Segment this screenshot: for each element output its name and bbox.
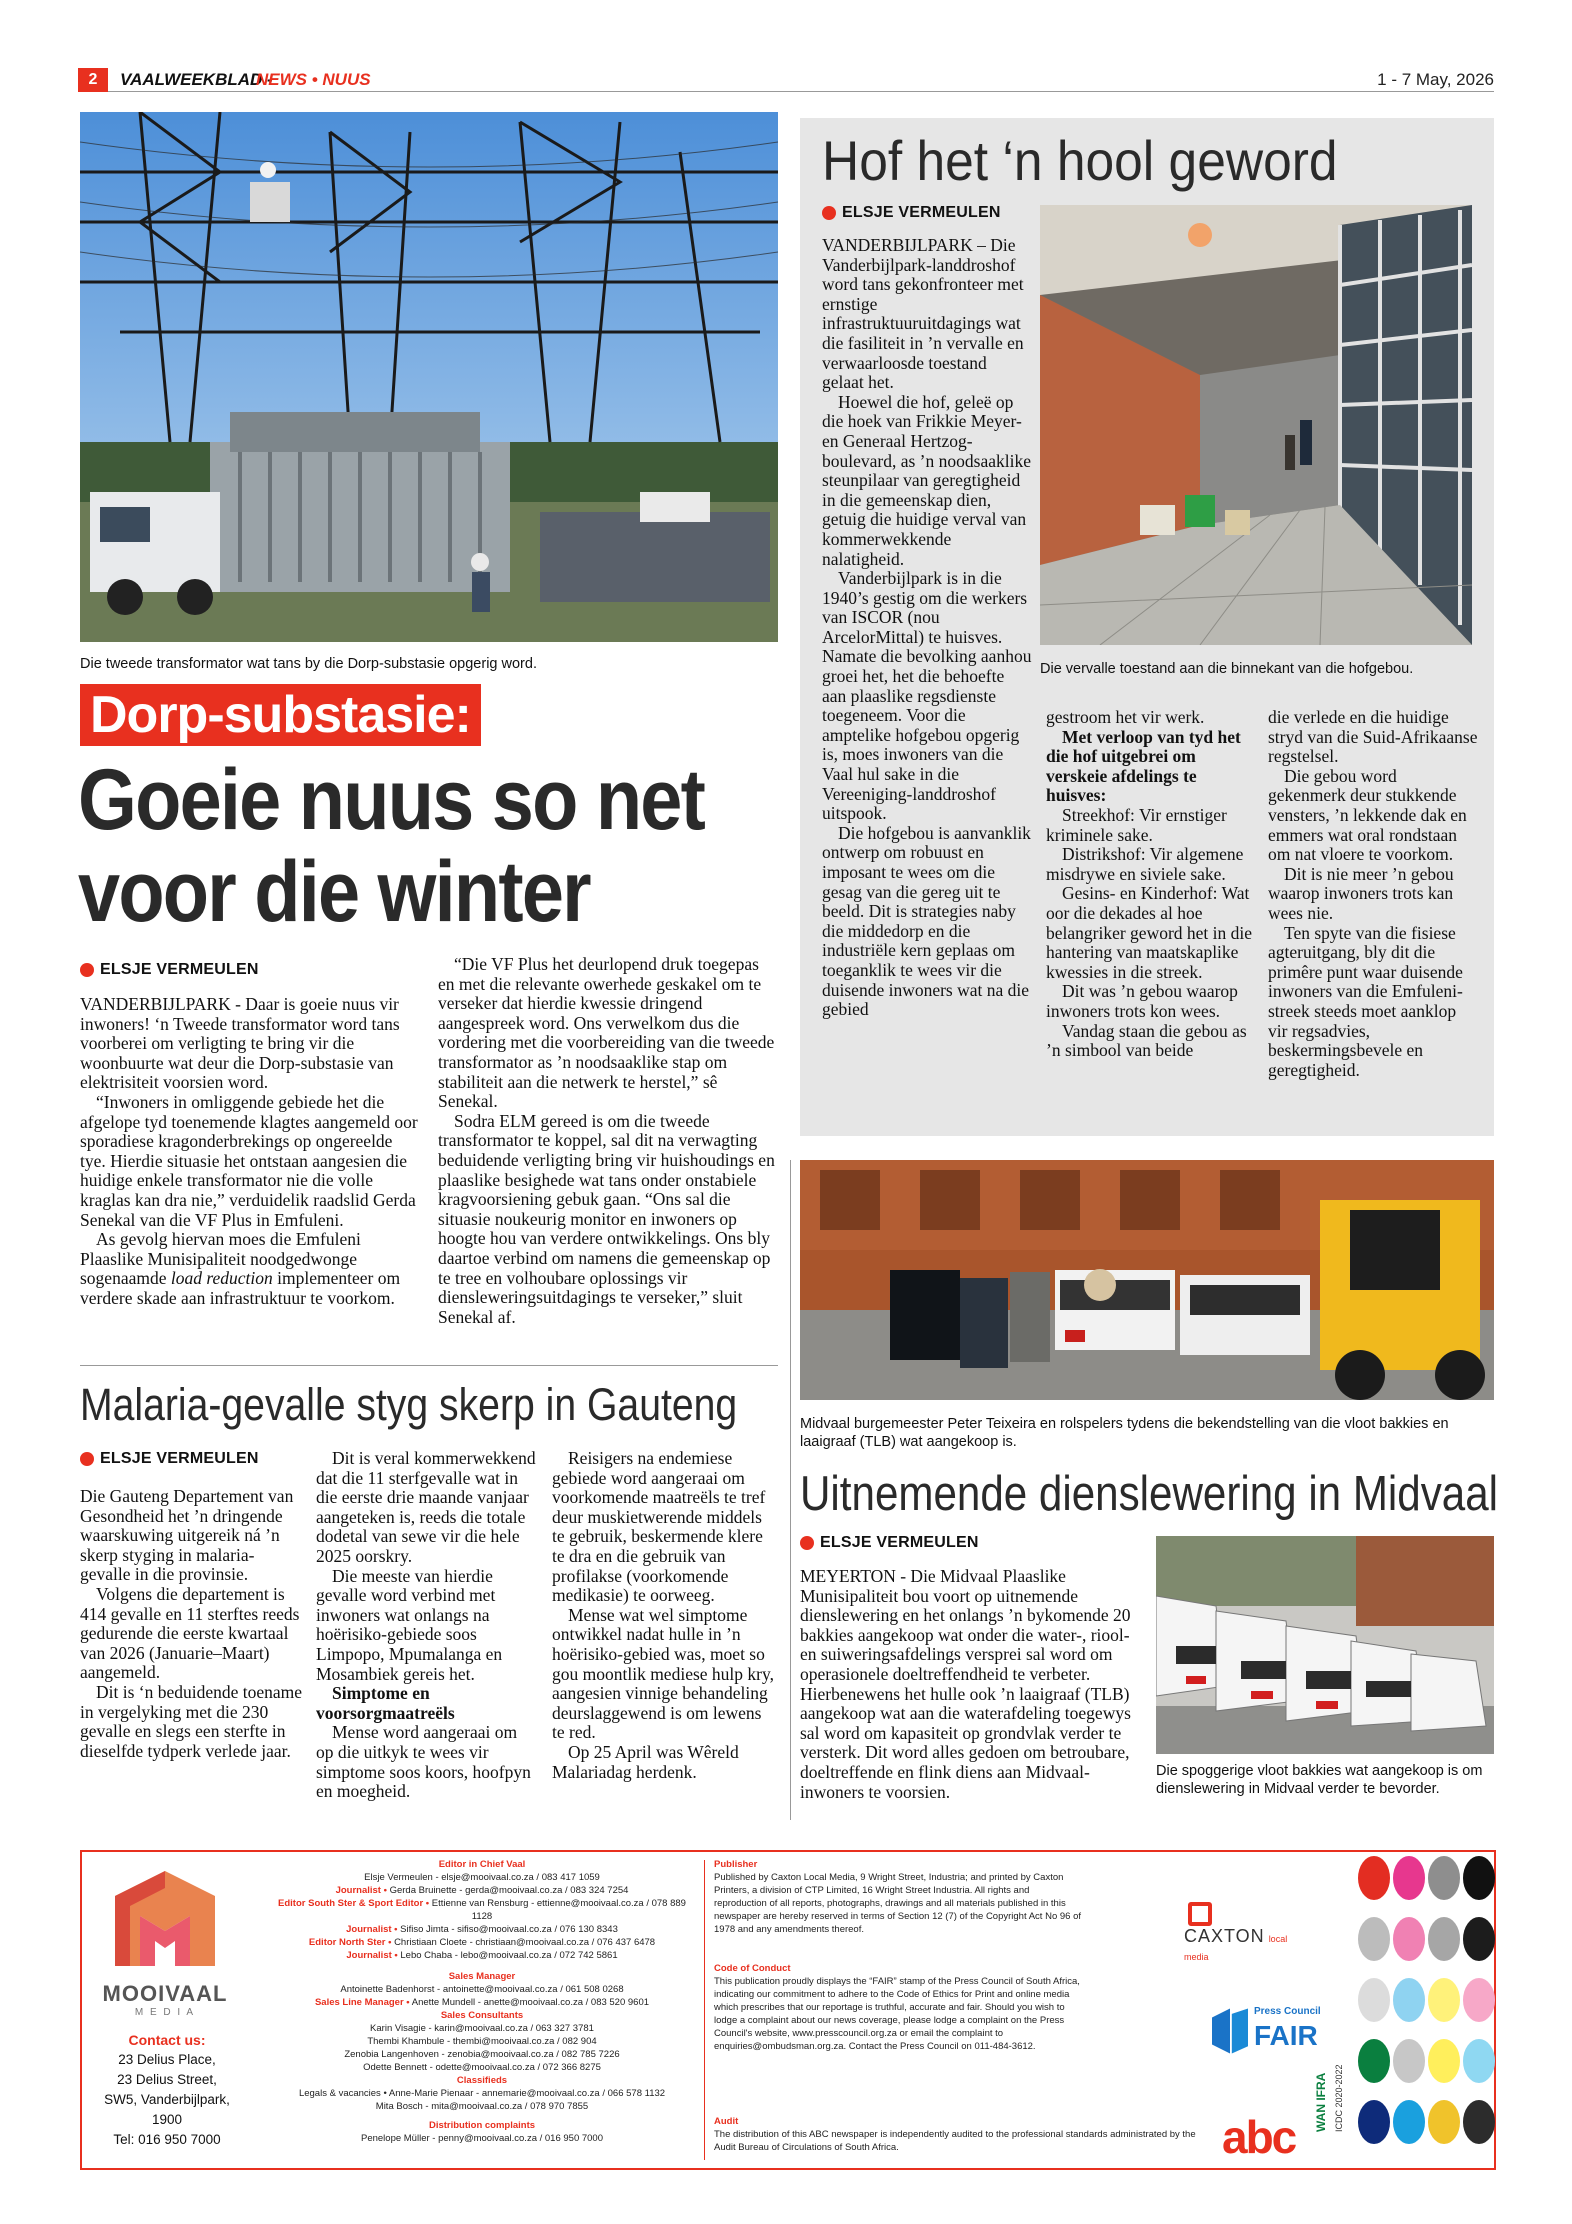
substation-photo-caption: Die tweede transformator wat tans by die Dorp-substasie opgerig word. — [80, 656, 537, 672]
editor-title: Editor in Chief Vaal — [438, 1859, 526, 1870]
consultants-title: Sales Consultants — [440, 2010, 524, 2021]
color-swatches — [1358, 1856, 1496, 2166]
staff-line — [272, 1871, 692, 1884]
abc-logo: abc — [1222, 2111, 1296, 2163]
distribution-line: Penelope Müller - penny@mooivaal.co.za / 016 950 7000 — [360, 2133, 604, 2144]
paper-name: VAALWEEKBLAD - — [120, 70, 273, 89]
subhead — [316, 1684, 538, 1723]
staff-contact: Elsje Vermeulen - elsje@mooivaal.co.za / 083 417 1059 — [364, 1872, 600, 1883]
logo-subtitle: M E D I A — [134, 2007, 196, 2018]
color-swatch — [1393, 1917, 1425, 1961]
malaria-col-2 — [316, 1449, 538, 1802]
court-photo-caption: Die vervalle toestand aan die binnekant van die hofgebou. — [1040, 661, 1414, 677]
headline-line-2: voor die winter — [78, 844, 590, 940]
contact-block — [92, 2030, 242, 2150]
icdc-label: ICDC 2020-2022 — [1334, 2064, 1344, 2132]
substation-photo — [80, 112, 778, 642]
byline-dot — [80, 963, 94, 977]
color-swatch — [1428, 1978, 1460, 2022]
paragraph: Dit is ‘n beduidende toename in vergelyking met die 230 gevalle en slegs een sterfte in dieselfde tydperk verlede jaar. — [80, 1681, 303, 1761]
caxton-logo — [1184, 1902, 1294, 1972]
headline-line-1: Goeie nuus so net — [78, 752, 705, 848]
midvaal-launch-caption: Midvaal burgemeester Peter Teixeira en rolspelers tydens die bekendstelling van die vloot bakkies en laaigraaf (TLB) wat aangekoop is. — [800, 1416, 1449, 1450]
color-swatch — [1358, 1917, 1390, 1961]
color-swatch — [1463, 1856, 1495, 1900]
paragraph: “Die VF Plus het deurlopend druk toegepas en met die relevante owerhede geskakel om te verseker dat hierdie kwessie dringend aangespreek word. Ons verwelkom dus die vordering met die voorbereiding van die tweede transformator as ’n noodsaaklike stap om stabiliteit aan die netwerk te herstel,” sê Senekal. — [438, 954, 775, 1112]
paragraph: VANDERBIJLPARK - Daar is goeie nuus vir inwoners! ‘n Tweede transformator word tans voorberei om verligting te bring vir die woonbuurte wat deur die Dorp-substasie van elektrisiteit voorsien word. — [80, 994, 400, 1093]
malaria-col-3 — [552, 1449, 778, 1782]
staff-line — [272, 1897, 692, 1923]
paragraph: Vandag staan die gebou as ’n simbool van beide — [1046, 1020, 1247, 1061]
paragraph — [80, 1230, 420, 1308]
consultant-line: Zenobia Langenhoven - zenobia@mooivaal.co.za / 082 785 7226 — [344, 2049, 620, 2060]
paragraph: VANDERBIJLPARK – Die Vanderbijlpark-landdroshof word tans gekonfronteer met ernstige infrastruktuuruitdagings wat die fasiliteit in ’n vervalle en verwaarloosde toestand gelaat het. — [822, 235, 1024, 393]
headline-substation — [78, 754, 703, 938]
paragraph: Streekhof: Vir ernstiger kriminele sake. — [1046, 804, 1227, 845]
paragraph: MEYERTON - Die Midvaal Plaaslike Munisipaliteit bou voort op uitnemende dienslewering en het onlangs ’n bykomende 20 bakkies aangekoop wat onder die water-, riool- en suiweringsafdelings versprei sal word om operasionele doeltreffendheid te verbeter. Hierbenewens het hulle ook ’n laaigraaf (TLB) aangekoop wat aan die waterafdeling toegewys sal word om kapasiteit op grondvlak verder te versterk. Dit word alles gedoen om betroubare, doeltreffende en flink diens aan Midvaal-inwoners te voorsien. — [800, 1566, 1131, 1802]
staff-role: Journalist • — [335, 1885, 387, 1896]
conduct-title: Code of Conduct — [714, 1963, 791, 1974]
paragraph: Op 25 April was Wêreld Malariadag herdenk. — [552, 1741, 739, 1782]
issue-date: 1 - 7 May, 2026 — [1377, 70, 1494, 89]
kicker-text: Dorp-substasie: — [90, 686, 471, 744]
distribution-title: Distribution complaints — [428, 2120, 536, 2131]
midvaal-fleet-caption: Die spoggerige vloot bakkies wat aangekoop is om dienslewering in Midvaal verder te bevorder. — [1156, 1763, 1483, 1797]
press-council-fair-logo — [1212, 2002, 1322, 2082]
contact-line: 23 Delius Street, — [117, 2072, 217, 2087]
logo-wordmark: MOOIVAAL — [102, 1981, 228, 2006]
paragraph: Reisigers na endemiese gebiede word aangeraai om voorkomende maatreëls te tref deur muskietwerende middels te gebruik, beskermende klere te dra en die gebruik van profilakse (voorkomende medikasie) te oorweeg. — [552, 1448, 766, 1606]
staff-line — [272, 1949, 692, 1962]
court-col-3 — [1268, 708, 1478, 1080]
paragraph: Hoewel die hof, geleë op die hoek van Frikkie Meyer- en Generaal Hertzog-boulevard, as ’n noodsaaklike steunpilaar van geregtigheid in die gemeenskap dien, getuig die huidige verval van kommerwekkende nalatigheid. — [822, 391, 1031, 569]
subhead — [1046, 728, 1254, 806]
color-swatch — [1463, 2039, 1495, 2083]
staff-line — [272, 1996, 692, 2009]
caxton-c-icon — [1188, 1902, 1212, 1926]
consultant-line: Thembi Khambule - thembi@mooivaal.co.za / 082 904 — [367, 2036, 597, 2047]
paragraph: Dit is nie meer ’n gebou waarop inwoners trots kan wees nie. — [1268, 863, 1454, 923]
wan-ifra-badge — [1314, 2022, 1354, 2142]
italic-term: load reduction — [170, 1268, 273, 1289]
consultant-line: Odette Bennett - odette@mooivaal.co.za / 072 366 8275 — [363, 2062, 601, 2073]
caxton-sub: local media — [1184, 1934, 1288, 1962]
byline-malaria — [80, 1450, 259, 1468]
staff-line — [272, 1923, 692, 1936]
byline-author: ELSJE VERMEULEN — [842, 204, 1001, 221]
classifieds-line: Mita Bosch - mita@mooivaal.co.za / 078 970 7855 — [375, 2101, 589, 2112]
headline-malaria: Malaria-gevalle styg skerp in Gauteng — [80, 1379, 738, 1430]
wan-ifra-label: WAN IFRA — [1314, 2072, 1328, 2132]
sales-title: Sales Manager — [448, 1971, 516, 1982]
text-run: As gevolg hiervan moes die Emfuleni Plaaslike Munisipaliteit noodgedwonge sogenaamde — [80, 1229, 361, 1289]
color-swatch — [1428, 2039, 1460, 2083]
audit-text: The distribution of this ABC newspaper is independently audited to the professional standards administrated by the Audit Bureau of Circulations of South Africa. — [714, 2129, 1196, 2153]
substation-col-2 — [438, 955, 778, 1327]
staff-contact: Gerda Bruinette - gerda@mooivaal.co.za / 083 324 7254 — [389, 1885, 629, 1896]
contact-line: 1900 — [151, 2112, 183, 2127]
headline-midvaal: Uitnemende dienslewering in Midvaal — [800, 1467, 1499, 1521]
paragraph: “Inwoners in omliggende gebiede het die afgelope tyd toenemende klagtes aangemeld oor sporadiese kragonderbrekings op ongereelde tye. Hierdie situasie het ontstaan aangesien die huidige enkele transformator nie die volle kraglas kan dra nie,” verduidelik raadslid Gerda Senekal van die VF Plus in Emfuleni. — [80, 1091, 418, 1230]
midvaal-body — [800, 1567, 1140, 1802]
color-swatch — [1358, 1978, 1390, 2022]
press-council-icon — [1212, 2006, 1248, 2056]
color-swatch — [1393, 2100, 1425, 2144]
paragraph: Gesins- en Kinderhof: Wat oor die dekades al hoe belangriker geword het in die hantering van maatskaplike kwessies in die streek. — [1046, 883, 1253, 982]
staff-contact: Ettienne van Rensburg - ettienne@mooivaal.co.za / 078 889 1128 — [431, 1898, 686, 1922]
page-number: 2 — [78, 68, 108, 92]
paragraph: gestroom het vir werk. — [1046, 707, 1205, 727]
byline-author: ELSJE VERMEULEN — [100, 961, 259, 978]
color-swatch — [1358, 2100, 1390, 2144]
staff-role: Journalist • — [346, 1950, 398, 1961]
footer-vertical-rule — [704, 1860, 705, 2160]
staff-contact: Anette Mundell - anette@mooivaal.co.za / 083 520 9601 — [411, 1997, 650, 2008]
byline-midvaal — [800, 1534, 979, 1552]
conduct-text: This publication proudly displays the “FAIR” stamp of the Press Council of South Africa, indicating our commitment to adhere to the Code of Ethics for Print and online media which prescribes that our reportage is truthful, accurate and fair. Should you wish to lodge a complaint about our news coverage, please lodge a complaint on the Press Council's website, www.presscouncil.org.za or email the complaint to enquiries@ombudsman.org.za. Contact the Press Council on 011-484-3612. — [714, 1976, 1080, 2052]
contact-line: 23 Delius Place, — [118, 2052, 216, 2067]
byline-dot — [80, 1452, 94, 1466]
classifieds-line: Legals & vacancies • Anne-Marie Pienaar - annemarie@mooivaal.co.za / 066 578 1132 — [298, 2088, 666, 2099]
header-rule — [108, 91, 1494, 92]
color-swatch — [1358, 1856, 1390, 1900]
midvaal-fleet-photo — [1156, 1536, 1494, 1754]
publisher-title: Publisher — [714, 1859, 758, 1870]
staff-contact: Christiaan Cloete - christiaan@mooivaal.co.za / 076 437 6478 — [394, 1937, 656, 1948]
color-swatch — [1428, 1917, 1460, 1961]
paragraph: Ten spyte van die fisiese agteruitgang, bly dit die primêre punt waar duisende inwoners van die Emfuleni-streek steeds moet aanklop vir regsadvies, beskermingsbevele en geregtigheid. — [1268, 922, 1463, 1080]
legal-block — [714, 1858, 1244, 2154]
color-swatch — [1393, 1978, 1425, 2022]
staff-directory — [272, 1858, 692, 2145]
paragraph: Die hofgebou is aanvanklik ontwerp om robuust en imposant te wees om die gesag van die gereg uit te beeld. Dit is strategies naby die middedorp en die industriële kern geplaas om toeganklik te wees vir die duisende inwoners wat na die gebied — [822, 822, 1031, 1020]
color-swatch — [1358, 2039, 1390, 2083]
byline-dot — [822, 206, 836, 220]
byline-author: ELSJE VERMEULEN — [820, 1534, 979, 1551]
paragraph: Mense wat wel simptome ontwikkel nadat hulle in ’n hoërisiko-gebied was, moet so gou moontlik mediese hulp kry, aangesien vinnige behandeling deurslaggewend is om lewens te red. — [552, 1604, 774, 1743]
fair-label: FAIR — [1254, 2020, 1318, 2051]
substation-col-1 — [80, 995, 420, 1309]
publisher-text: Published by Caxton Local Media, 9 Wright Street, Industria; and printed by Caxton Printers, a division of CTP Limited, 16 Wright Street Industria. All rights and reproduction of all reports, photographs, drawings and all materials published in this newspaper are hereby reserved in terms of Section 12 (7) of the Copyright Act No 96 of 1978 and any amendments thereof. — [714, 1872, 1081, 1935]
contact-line: SW5, Vanderbijlpark, — [104, 2092, 230, 2107]
contact-line: Tel: 016 950 7000 — [113, 2132, 221, 2147]
staff-line — [272, 1983, 692, 1996]
paragraph: Vanderbijlpark is in die 1940’s gestig om die werkers van ISCOR (nou ArcelorMittal) te huisves. Namate die bevolking aanhou groei het, het die behoefte aan plaaslike regsdienste toegeneem. Voor die amptelike hofgebou opgerig is, moes inwoners van die Vaal hul sake in die Vereeniging-landdroshof uitspook. — [822, 568, 1032, 824]
text-run: implementeer om verdere skade aan infrastruktuur te voorkom. — [80, 1268, 401, 1308]
classifieds-title: Classifieds — [456, 2075, 508, 2086]
paragraph: Volgens die departement is 414 gevalle en 11 sterftes reeds gedurende die eerste kwartaal van 2026 (Januarie–Maart) aangemeld. — [80, 1583, 300, 1683]
byline-author: ELSJE VERMEULEN — [100, 1450, 259, 1467]
color-swatch — [1463, 1978, 1495, 2022]
footer-masthead — [80, 1850, 1496, 2170]
midvaal-launch-photo — [800, 1160, 1494, 1400]
paragraph: Sodra ELM gereed is om die tweede transformator te koppel, sal dit na verwagting beduidende verligting bring vir huishoudings en plaaslike besighede wat tans onder onstabiele kragvoorsiening gebuk gaan. “Ons sal die situasie noukeurig monitor en inwoners op hoogte hou van verdere ontwikkelings. Ons bly daartoe verbind om namens die gemeenskap op te tree en volhoubare oplossings vir diensleweringsuitdagings te verseker,” sluit Senekal af. — [438, 1110, 775, 1327]
paragraph: Distrikshof: Vir algemene misdrywe en siviele sake. — [1046, 844, 1244, 884]
kicker-label — [80, 684, 481, 746]
paragraph: die verlede en die huidige stryd van die Suid-Afrikaanse regstelsel. — [1268, 707, 1478, 767]
staff-contact: Antoinette Badenhorst - antoinette@mooivaal.co.za / 061 508 0268 — [340, 1984, 624, 1995]
color-swatch — [1463, 2100, 1495, 2144]
court-col-1 — [822, 236, 1032, 1020]
color-swatch — [1463, 1917, 1495, 1961]
staff-line — [272, 1936, 692, 1949]
paragraph: Mense word aangeraai om op die uitkyk te wees vir simptome soos koors, hoofpyn en moegheid. — [316, 1722, 531, 1802]
staff-role: Journalist • — [346, 1924, 398, 1935]
paragraph: Die gebou word gekenmerk deur stukkende vensters, ’n lekkende dak en emmers wat oral rondstaan om nat vloere te voorkom. — [1268, 765, 1467, 865]
malaria-col-1 — [80, 1487, 304, 1761]
paragraph: Dit was ’n gebou waarop inwoners trots kon wees. — [1046, 981, 1238, 1021]
audit-title: Audit — [714, 2116, 739, 2127]
staff-role: Editor North Ster • — [308, 1937, 392, 1948]
consultant-line: Karin Visagie - karin@mooivaal.co.za / 063 327 3781 — [370, 2023, 594, 2034]
byline-substation — [80, 961, 259, 979]
paragraph: Die meeste van hierdie gevalle word verbind met inwoners wat onlangs na hoërisiko-gebiede soos Limpopo, Mpumalanga en Mosambiek gereis het. — [316, 1565, 503, 1684]
color-swatch — [1393, 2039, 1425, 2083]
byline-dot — [800, 1536, 814, 1550]
page-header — [78, 68, 1494, 92]
caxton-wordmark: CAXTON — [1184, 1926, 1265, 1946]
color-swatch — [1428, 1856, 1460, 1900]
section-divider — [80, 1365, 778, 1366]
court-photo — [1040, 205, 1472, 645]
press-council-label: Press Council — [1254, 2006, 1321, 2017]
color-swatch — [1393, 1856, 1425, 1900]
section-label: NEWS • NUUS — [256, 70, 371, 89]
paragraph: Dit is veral kommerwekkend dat die 11 sterfgevalle wat in die eerste drie maande vanjaar aangeteken is, reeds die totale dodetal van sewe vir die hele 2025 oorskry. — [316, 1448, 536, 1566]
staff-contact: Sifiso Jimta - sifiso@mooivaal.co.za / 076 130 8343 — [400, 1924, 618, 1935]
staff-role: Sales Line Manager • — [314, 1997, 410, 2008]
staff-contact: Lebo Chaba - lebo@mooivaal.co.za / 072 742 5861 — [400, 1950, 618, 1961]
color-swatch — [1428, 2100, 1460, 2144]
byline-court — [822, 204, 1001, 222]
mooivaal-logo-mark — [100, 1866, 230, 1976]
court-col-2 — [1046, 708, 1254, 1061]
staff-line — [272, 1884, 692, 1897]
subhead-text: Simptome en voorsorgmaatreëls — [316, 1683, 455, 1723]
contact-title: Contact us: — [128, 2032, 206, 2048]
headline-court: Hof het ‘n hool geword — [822, 129, 1338, 192]
subhead-text: Met verloop van tyd het die hof uitgebrei om verskeie afdelings te huisves: — [1046, 726, 1241, 806]
mooivaal-logo — [100, 1866, 230, 2018]
column-rule — [790, 1160, 791, 1820]
staff-role: Editor South Ster & Sport Editor • — [278, 1898, 430, 1909]
paragraph: Die Gauteng Departement van Gesondheid het ’n dringende waarskuwing uitgereik ná ’n skerp styging in malaria-gevalle in die provinsie. — [80, 1486, 294, 1585]
